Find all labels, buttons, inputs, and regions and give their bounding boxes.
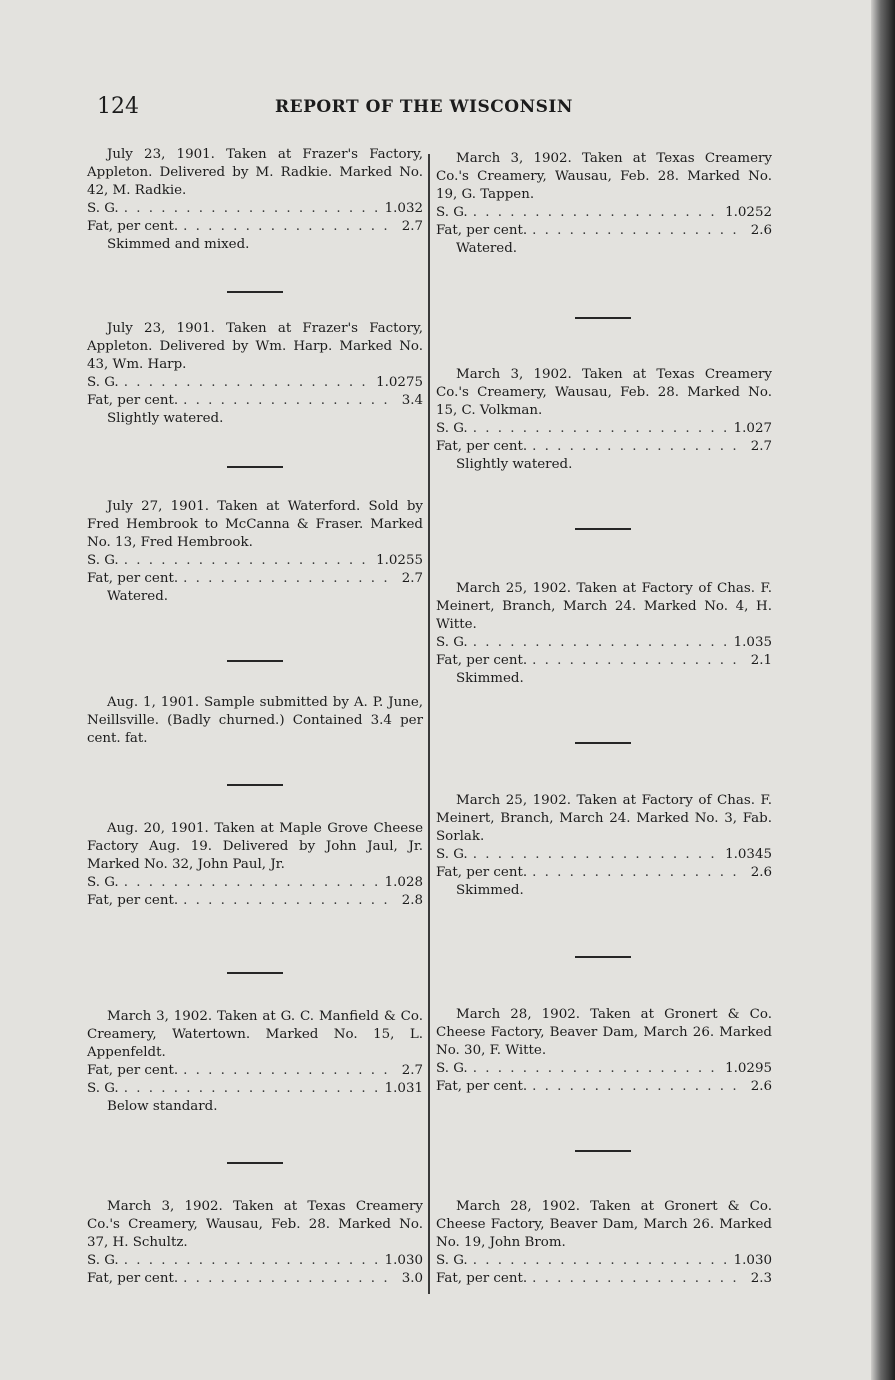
section-rule bbox=[575, 1150, 631, 1152]
measurement-label: Fat, per cent. bbox=[87, 393, 179, 408]
measurement-value: 2.7 bbox=[401, 219, 423, 234]
measurement-row bbox=[436, 864, 772, 882]
sample-entry bbox=[87, 146, 423, 254]
measurement-label: Fat, per cent. bbox=[436, 865, 528, 880]
measurement-value: 1.0345 bbox=[725, 847, 772, 862]
measurement-row bbox=[436, 634, 772, 652]
measurement-row bbox=[87, 392, 423, 410]
measurement-row bbox=[87, 1252, 423, 1270]
measurement-row bbox=[87, 1062, 423, 1080]
measurement-value: 1.031 bbox=[384, 1081, 423, 1096]
entry-description: July 27, 1901. Taken at Waterford. Sold by Fred Hembrook to McCanna & Fraser. Marked No. 13, Fred Hembrook. bbox=[87, 499, 423, 550]
measurement-label: S. G. bbox=[87, 1081, 119, 1096]
sample-entry bbox=[87, 1008, 423, 1116]
section-rule bbox=[575, 742, 631, 744]
measurement-row bbox=[436, 1270, 772, 1288]
entry-description: March 3, 1902. Taken at Texas Creamery Co.'s Creamery, Wausau, Feb. 28. Marked No. 19, G. Tappen. bbox=[436, 151, 772, 202]
measurement-label: Fat, per cent. bbox=[87, 219, 179, 234]
section-rule bbox=[575, 317, 631, 319]
page-header bbox=[0, 94, 895, 124]
entry-description: Aug. 1, 1901. Sample submitted by A. P. June, Neillsville. (Badly churned.) Contained 3.4 per cent. fat. bbox=[87, 695, 423, 746]
measurement-row bbox=[87, 892, 423, 910]
measurement-label: S. G. bbox=[436, 847, 468, 862]
entry-description: March 25, 1902. Taken at Factory of Chas. F. Meinert, Branch, March 24. Marked No. 4, H. Witte. bbox=[436, 581, 772, 632]
entry-description: March 3, 1902. Taken at Texas Creamery Co.'s Creamery, Wausau, Feb. 28. Marked No. 15, C. Volkman. bbox=[436, 367, 772, 418]
measurement-row bbox=[87, 1080, 423, 1098]
measurement-value: 1.028 bbox=[384, 875, 423, 890]
measurement-row bbox=[436, 1252, 772, 1270]
section-rule bbox=[227, 466, 283, 468]
sample-entry bbox=[436, 580, 772, 688]
sample-entry bbox=[436, 366, 772, 474]
measurement-value: 1.0255 bbox=[376, 553, 423, 568]
page-number: 124 bbox=[97, 94, 139, 119]
measurement-label: S. G. bbox=[87, 875, 119, 890]
section-rule bbox=[227, 660, 283, 662]
measurement-row bbox=[436, 652, 772, 670]
section-rule bbox=[575, 956, 631, 958]
measurement-label: Fat, per cent. bbox=[436, 223, 528, 238]
entry-description: March 25, 1902. Taken at Factory of Chas. F. Meinert, Branch, March 24. Marked No. 3, Fab. Sorlak. bbox=[436, 793, 772, 844]
entry-remark: Watered. bbox=[456, 241, 518, 256]
measurement-label: Fat, per cent. bbox=[87, 571, 179, 586]
measurement-label: S. G. bbox=[436, 635, 468, 650]
measurement-row bbox=[436, 420, 772, 438]
measurement-label: S. G. bbox=[87, 553, 119, 568]
measurement-label: S. G. bbox=[87, 201, 119, 216]
measurement-value: 2.3 bbox=[750, 1271, 772, 1286]
column-divider bbox=[428, 154, 430, 1294]
measurement-label: Fat, per cent. bbox=[87, 893, 179, 908]
measurement-value: 1.0252 bbox=[725, 205, 772, 220]
page-edge-shadow bbox=[871, 0, 895, 1380]
entry-description: Aug. 20, 1901. Taken at Maple Grove Cheese Factory Aug. 19. Delivered by John Jaul, Jr. Marked No. 32, John Paul, Jr. bbox=[87, 821, 423, 872]
measurement-value: 2.7 bbox=[750, 439, 772, 454]
measurement-value: 1.030 bbox=[733, 1253, 772, 1268]
measurement-value: 3.4 bbox=[401, 393, 423, 408]
measurement-label: S. G. bbox=[436, 1061, 468, 1076]
sample-entry bbox=[436, 1198, 772, 1288]
measurement-row bbox=[87, 1270, 423, 1288]
entry-remark: Below standard. bbox=[107, 1099, 218, 1114]
measurement-row bbox=[436, 846, 772, 864]
entry-remark: Skimmed and mixed. bbox=[107, 237, 250, 252]
measurement-value: 2.6 bbox=[750, 223, 772, 238]
entry-description: March 28, 1902. Taken at Gronert & Co. Cheese Factory, Beaver Dam, March 26. Marked No. 19, John Brom. bbox=[436, 1199, 772, 1250]
measurement-label: Fat, per cent. bbox=[436, 1079, 528, 1094]
measurement-row bbox=[87, 874, 423, 892]
measurement-label: Fat, per cent. bbox=[87, 1271, 179, 1286]
measurement-value: 2.8 bbox=[401, 893, 423, 908]
sample-entry bbox=[87, 320, 423, 428]
measurement-value: 1.035 bbox=[733, 635, 772, 650]
measurement-value: 1.030 bbox=[384, 1253, 423, 1268]
section-rule bbox=[227, 1162, 283, 1164]
section-rule bbox=[227, 291, 283, 293]
measurement-row bbox=[436, 204, 772, 222]
sample-entry bbox=[436, 1006, 772, 1096]
entry-description: July 23, 1901. Taken at Frazer's Factory, Appleton. Delivered by M. Radkie. Marked No. 42, M. Radkie. bbox=[87, 147, 423, 198]
running-title: REPORT OF THE WISCONSIN bbox=[275, 97, 573, 117]
measurement-row bbox=[87, 374, 423, 392]
measurement-label: Fat, per cent. bbox=[436, 439, 528, 454]
measurement-value: 2.6 bbox=[750, 865, 772, 880]
sample-entry bbox=[87, 498, 423, 606]
sample-entry bbox=[87, 694, 423, 748]
measurement-value: 2.7 bbox=[401, 571, 423, 586]
sample-entry bbox=[87, 1198, 423, 1288]
section-rule bbox=[575, 528, 631, 530]
sample-entry bbox=[436, 150, 772, 258]
entry-description: March 3, 1902. Taken at Texas Creamery Co.'s Creamery, Wausau, Feb. 28. Marked No. 37, H. Schultz. bbox=[87, 1199, 423, 1250]
measurement-value: 3.0 bbox=[401, 1271, 423, 1286]
measurement-value: 2.6 bbox=[750, 1079, 772, 1094]
measurement-row bbox=[436, 1078, 772, 1096]
entry-description: March 28, 1902. Taken at Gronert & Co. Cheese Factory, Beaver Dam, March 26. Marked No. 30, F. Witte. bbox=[436, 1007, 772, 1058]
entry-remark: Watered. bbox=[107, 589, 169, 604]
measurement-value: 2.1 bbox=[750, 653, 772, 668]
entry-remark: Slightly watered. bbox=[456, 457, 573, 472]
section-rule bbox=[227, 784, 283, 786]
measurement-value: 1.0295 bbox=[725, 1061, 772, 1076]
measurement-row bbox=[87, 552, 423, 570]
entry-description: March 3, 1902. Taken at G. C. Manfield & Co. Creamery, Watertown. Marked No. 15, L. Appenfeldt. bbox=[87, 1009, 423, 1060]
entry-remark: Slightly watered. bbox=[107, 411, 224, 426]
sample-entry bbox=[436, 792, 772, 900]
measurement-value: 1.032 bbox=[384, 201, 423, 216]
measurement-label: S. G. bbox=[87, 1253, 119, 1268]
measurement-label: S. G. bbox=[436, 205, 468, 220]
entry-description: July 23, 1901. Taken at Frazer's Factory, Appleton. Delivered by Wm. Harp. Marked No. 43, Wm. Harp. bbox=[87, 321, 423, 372]
entry-remark: Skimmed. bbox=[456, 671, 524, 686]
measurement-row bbox=[87, 218, 423, 236]
sample-entry bbox=[87, 820, 423, 910]
measurement-row bbox=[87, 200, 423, 218]
measurement-label: S. G. bbox=[87, 375, 119, 390]
entry-remark: Skimmed. bbox=[456, 883, 524, 898]
measurement-value: 1.027 bbox=[733, 421, 772, 436]
measurement-label: S. G. bbox=[436, 1253, 468, 1268]
measurement-label: Fat, per cent. bbox=[436, 1271, 528, 1286]
measurement-row bbox=[436, 1060, 772, 1078]
measurement-label: Fat, per cent. bbox=[87, 1063, 179, 1078]
measurement-row bbox=[87, 570, 423, 588]
measurement-label: S. G. bbox=[436, 421, 468, 436]
measurement-label: Fat, per cent. bbox=[436, 653, 528, 668]
section-rule bbox=[227, 972, 283, 974]
measurement-value: 1.0275 bbox=[376, 375, 423, 390]
measurement-value: 2.7 bbox=[401, 1063, 423, 1078]
measurement-row bbox=[436, 438, 772, 456]
measurement-row bbox=[436, 222, 772, 240]
